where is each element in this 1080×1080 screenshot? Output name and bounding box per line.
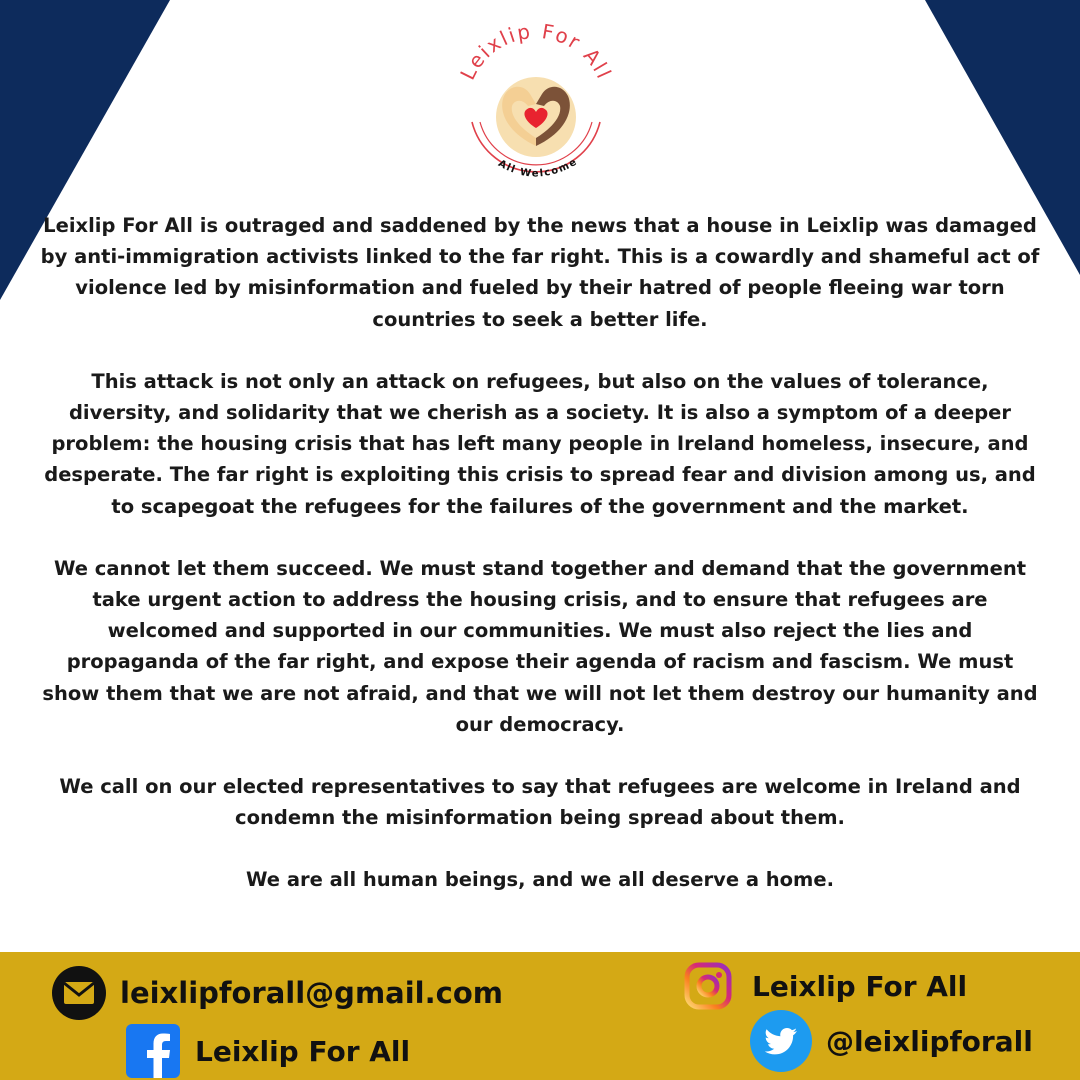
- email-contact[interactable]: [52, 966, 503, 1020]
- statement-paragraph-4: We call on our elected representatives to say that refugees are welcome in Ireland and condemn the misinformation being spread about them.: [59, 775, 1021, 830]
- facebook-icon: [126, 1024, 180, 1078]
- facebook-contact[interactable]: [126, 1024, 410, 1078]
- mail-icon: [52, 966, 106, 1020]
- statement-paragraph-3: We cannot let them succeed. We must stand together and demand that the government take urgent action to address the housing crisis, and to ensure that refugees are welcomed and supported in our communities. We must also reject the lies and propaganda of the far right, and expose their agenda of racism and fascism. We must show them that we are not afraid, and that we will not let them destroy our humanity and our democracy.: [42, 556, 1038, 736]
- logo-top-text: Leixlip For All: [455, 18, 617, 84]
- statement-body: [40, 210, 1040, 927]
- leixlip-for-all-logo: [446, 14, 626, 194]
- statement-paragraph-2: This attack is not only an attack on refugees, but also on the values of tolerance, diversity, and solidarity that we cherish as a society. It is also a symptom of a deeper problem: the housing crisis that has left many people in Ireland homeless, insecure, and desperate. The far right is exploiting this crisis to spread fear and division among us, and to scapegoat the refugees for the failures of the government and the market.: [44, 369, 1036, 518]
- facebook-handle[interactable]: Leixlip For All: [195, 1034, 411, 1068]
- instagram-contact[interactable]: [684, 962, 967, 1010]
- statement-paragraph-1: Leixlip For All is outraged and saddened by the news that a house in Leixlip was damaged by anti-immigration activists linked to the far right. This is a cowardly and shameful act of violence led by misinformation and fueled by their hatred of people fleeing war torn countries to seek a better life.: [40, 214, 1040, 331]
- statement-paragraph-5: We are all human beings, and we all deserve a home.: [245, 868, 835, 892]
- email-address[interactable]: leixlipforall@gmail.com: [120, 976, 503, 1010]
- twitter-handle[interactable]: @leixlipforall: [826, 1024, 1033, 1058]
- twitter-icon: [750, 1010, 812, 1072]
- twitter-contact[interactable]: [750, 1010, 1033, 1072]
- instagram-icon: [684, 962, 732, 1010]
- logo-bottom-text: All Welcome: [496, 156, 580, 180]
- instagram-handle[interactable]: Leixlip For All: [752, 969, 968, 1003]
